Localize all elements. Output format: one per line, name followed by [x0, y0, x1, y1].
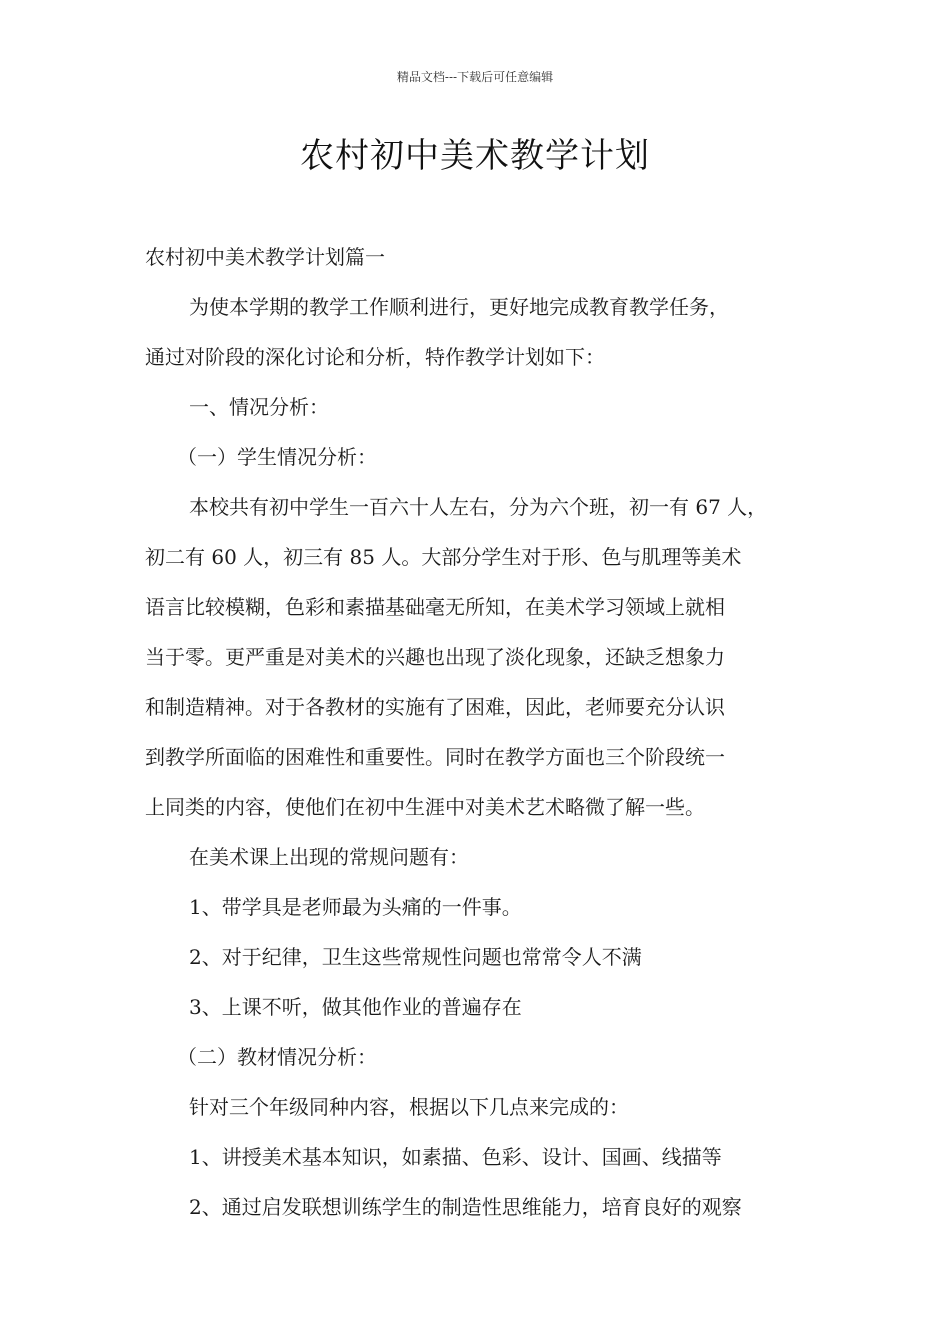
paragraph-line: 本校共有初中学生一百六十人左右，分为六个班，初一有 67 人，: [189, 495, 768, 519]
header-note: 精品文档---下载后可任意编辑: [396, 70, 554, 84]
paragraph-line: 在美术课上出现的常规问题有：: [189, 845, 469, 869]
paragraph-line: 通过对阶段的深化讨论和分析，特作教学计划如下：: [145, 345, 605, 369]
paragraph-line: 为使本学期的教学工作顺利进行，更好地完成教育教学任务，: [189, 295, 729, 319]
paragraph-line: 语言比较模糊，色彩和素描基础毫无所知，在美术学习领域上就相: [145, 595, 725, 619]
list-item: 1、带学具是老师最为头痛的一件事。: [189, 895, 522, 919]
subheading: 一、情况分析：: [189, 395, 329, 419]
list-item: 2、对于纪律，卫生这些常规性问题也常常令人不满: [189, 945, 642, 969]
list-item: 1、讲授美术基本知识，如素描、色彩、设计、国画、线描等: [189, 1145, 722, 1169]
paragraph-line: 和制造精神。对于各教材的实施有了困难，因此，老师要充分认识: [145, 695, 725, 719]
section-heading: 农村初中美术教学计划篇一: [145, 245, 385, 269]
document-title: 农村初中美术教学计划: [300, 136, 650, 176]
paragraph-line: 当于零。更严重是对美术的兴趣也出现了淡化现象，还缺乏想象力: [145, 645, 725, 669]
paragraph-line: 针对三个年级同种内容，根据以下几点来完成的：: [189, 1095, 629, 1119]
paragraph-line: 到教学所面临的困难性和重要性。同时在教学方面也三个阶段统一: [145, 745, 725, 769]
list-item: 2、通过启发联想训练学生的制造性思维能力，培育良好的观察: [189, 1195, 742, 1219]
subheading: （一）学生情况分析：: [177, 445, 377, 469]
document-body: [145, 232, 845, 1232]
paragraph-line: 初二有 60 人，初三有 85 人。大部分学生对于形、色与肌理等美术: [145, 545, 742, 569]
subheading: （二）教材情况分析：: [177, 1045, 377, 1069]
paragraph-line: 上同类的内容，使他们在初中生涯中对美术艺术略微了解一些。: [145, 795, 705, 819]
list-item: 3、上课不听，做其他作业的普遍存在: [189, 995, 522, 1019]
